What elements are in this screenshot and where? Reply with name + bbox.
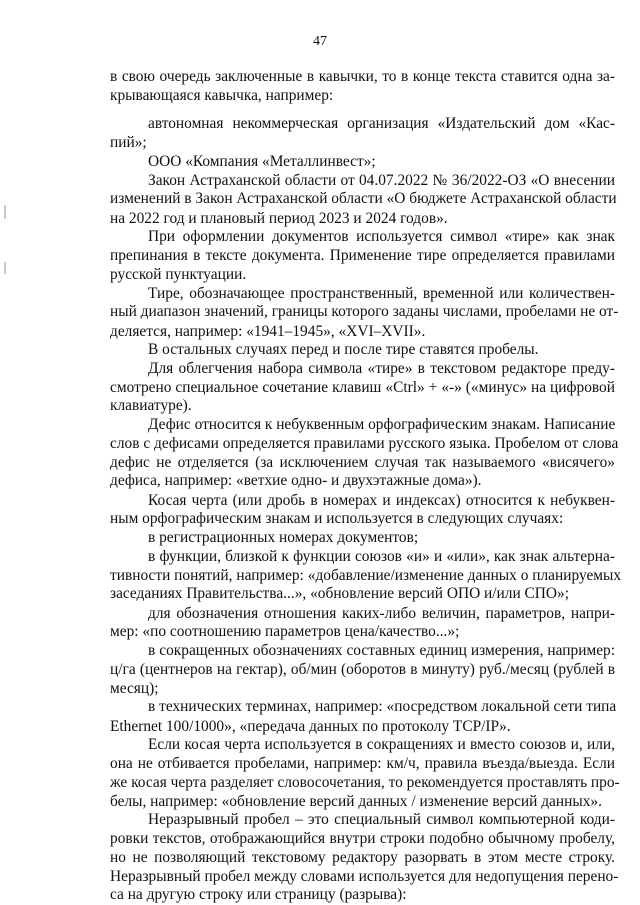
page-number: 47: [313, 34, 327, 49]
text-line: в регистрационных номерах документов;: [148, 528, 419, 546]
text-line: для обозначения отношения каких-либо величин, параметров, напри-: [148, 604, 615, 622]
text-line: изменений в Закон Астраханской области «О бюджете Астраханской области: [110, 190, 617, 208]
text-line: са на другую строку или страницу (разрыва):: [110, 886, 407, 903]
text-line: Косая черта (или дробь в номерах и индексах) относится к небуквен-: [148, 491, 615, 509]
binding-mark: [4, 205, 6, 219]
text-line: русской пунктуации.: [110, 266, 247, 283]
text-line: Тире, обозначающее пространственный, временной или количествен-: [148, 284, 615, 302]
text-line: В остальных случаях перед и после тире ставятся пробелы.: [148, 341, 539, 358]
text-line: пий»;: [110, 133, 147, 151]
text-line: тивности понятий, например: «добавление/изменение данных о планируемых: [110, 566, 622, 584]
text-line: дефис не отделяется (за исключением случая так называемого «висячего»: [110, 453, 615, 471]
text-line: Дефис относится к небуквенным орфографическим знакам. Написание: [148, 415, 616, 433]
text-line: дефиса, например: «ветхие одно- и двухэтажные дома»).: [110, 472, 482, 490]
text-line: она не отбивается пробелами, например: км/ч, правила въезда/выезда. Если: [110, 754, 615, 772]
text-line: ц/га (центнеров на гектар), об/мин (оборотов в минуту) руб./месяц (рублей в: [110, 661, 615, 679]
text-line: смотрено специальное сочетание клавиш «Ctrl» + «-» («минус» на цифровой: [110, 378, 615, 396]
text-line: деляется, например: «1941–1945», «XVI–XVII».: [110, 322, 426, 340]
text-line: но не позволяющий текстовому редактору разорвать в этом месте строку.: [110, 849, 615, 866]
text-line: Неразрывный пробел – это специальный символ компьютерной коди-: [148, 811, 615, 828]
text-line: крывающаяся кавычка, например:: [110, 87, 334, 105]
text-line: белы, например: «обновление версий данных / изменение версий данных».: [110, 792, 602, 810]
text-line: автономная некоммерческая организация «Издательский дом «Кас-: [148, 115, 615, 133]
text-line: ООО «Компания «Металлинвест»;: [148, 153, 376, 171]
binding-mark: [4, 262, 6, 274]
text-line: слов с дефисами определяется правилами русского языка. Пробелом от слова: [110, 435, 619, 453]
text-line: препинания в тексте документа. Применение тире определяется правилами: [110, 246, 615, 264]
text-line: Закон Астраханской области от 04.07.2022 № 36/2022-ОЗ «О внесении: [148, 171, 615, 189]
text-line: ный диапазон значений, границы которого заданы числами, пробелами не от-: [110, 303, 619, 320]
text-line: Неразрывный пробел между словами используется для недопущения перено-: [110, 867, 619, 885]
text-line: месяц);: [110, 679, 159, 697]
text-line: мер: «по соотношению параметров цена/качество...»;: [110, 623, 460, 641]
text-line: ровки текстов, отображающийся внутри строки подобно обычному пробелу,: [110, 829, 615, 847]
text-line: в сокращенных обозначениях составных единиц измерения, например:: [148, 641, 615, 659]
text-line: При оформлении документов используется символ «тире» как знак: [148, 228, 615, 246]
text-line: Для облегчения набора символа «тире» в текстовом редакторе преду-: [148, 359, 615, 377]
text-line: заседаниях Правительства...», «обновление версий ОПО и/или СПО»;: [110, 585, 570, 603]
text-line: же косая черта разделяет словосочетания, то рекомендуется проставлять про-: [110, 774, 620, 791]
text-line: клавиатуре).: [110, 397, 192, 415]
text-line: Ethernet 100/1000», «передача данных по протоколу TCP/IP».: [110, 717, 511, 735]
text-line: ным орфографическим знакам и используется в следующих случаях:: [110, 510, 564, 528]
text-line: Если косая черта используется в сокращениях и вместо союзов и, или,: [148, 736, 615, 754]
text-line: в свою очередь заключенные в кавычки, то в конце текста ставится одна за-: [110, 68, 615, 85]
text-line: на 2022 год и плановый период 2023 и 2024 годов».: [110, 209, 448, 227]
text-line: в технических терминах, например: «посредством локальной сети типа: [148, 698, 617, 716]
text-line: в функции, близкой к функции союзов «и» и «или», как знак альтерна-: [148, 548, 615, 566]
